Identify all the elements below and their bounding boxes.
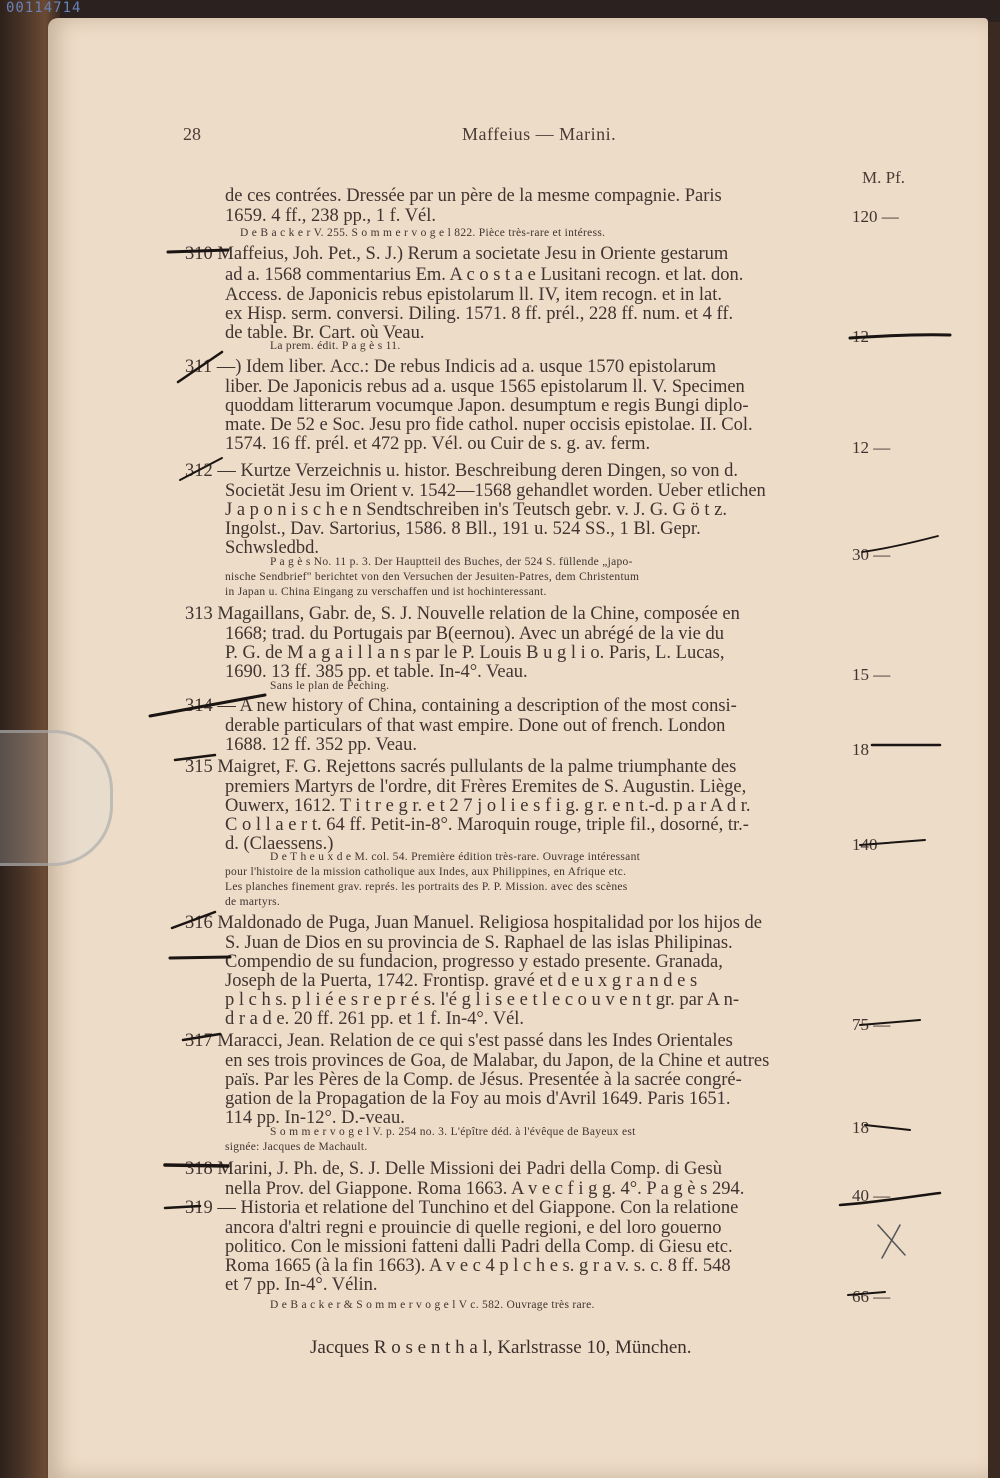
entry-note-line: D e B a c k e r V. 255. S o m m e r v o g e l 822. Pièce très-rare et intéress. (240, 227, 606, 239)
price-mark-312 (862, 536, 938, 552)
entry-text-line: mate. De 52 e Soc. Jesu pro fide cathol. nuper occisis epistolae. II. Col. (225, 415, 753, 435)
entry-text-line: Societät Jesu im Orient v. 1542—1568 gehandlet worden. Ueber etlichen (225, 481, 766, 501)
entry-text-line: Ouwerx, 1612. T i t r e g r. e t 2 7 j o l i e s f i g. g r. e n t.-d. p a r A d r. (225, 796, 751, 816)
entry-note-line: P a g è s No. 11 p. 3. Der Hauptteil des Buches, der 524 S. füllende „japo- (270, 556, 633, 568)
entry-note-line: pour l'histoire de la mission catholique aux Indes, aux Philippines, en Afrique etc. (225, 866, 627, 878)
entry-text-line: 318 Marini, J. Ph. de, S. J. Delle Missioni dei Padri della Comp. di Gesù (185, 1159, 722, 1179)
entry-text-line: Access. de Japonicis rebus epistolarum ll. IV, item recogn. et in lat. (225, 285, 722, 305)
entry-text-line: Ingolst., Dav. Sartorius, 1586. 8 Bll., 191 u. 524 SS., 1 Bl. Gepr. (225, 519, 701, 539)
entry-text-line: 1659. 4 ff., 238 pp., 1 f. Vél. (225, 206, 437, 226)
entry-note-line: D e B a c k e r & S o m m e r v o g e l V c. 582. Ouvrage très rare. (270, 1299, 595, 1311)
entry-text-line: p l c h s. p l i é e s r e p r é s. l'é g l i s e e t l e c o u v e n t gr. par A n- (225, 990, 740, 1010)
entry-note-line: de martyrs. (225, 896, 281, 908)
price-entry: 66 — (852, 1287, 891, 1306)
entry-note-line: S o m m e r v o g e l V. p. 254 no. 3. L'épître déd. à l'évêque de Bayeux est (270, 1126, 636, 1138)
page-number: 28 (183, 124, 201, 144)
price-entry: 75 — (852, 1015, 891, 1034)
entry-text-line: liber. De Japonicis rebus ad a. usque 1565 epistolarum ll. V. Specimen (225, 377, 745, 397)
entry-text-line: 317 Maracci, Jean. Relation de ce qui s'est passé dans les Indes Orientales (185, 1031, 733, 1051)
entry-text-line: quoddam litterarum vocumque Japon. desumptum e regis Bungi diplo- (225, 396, 749, 416)
check-312 (180, 458, 222, 480)
entry-text-line: Schwsledbd. (225, 538, 320, 558)
footer-imprint: Jacques R o s e n t h a l, Karlstrasse 10, München. (310, 1337, 692, 1358)
entry-text-line: 312 — Kurtze Verzeichnis u. histor. Beschreibung deren Dingen, so von d. (185, 461, 739, 481)
entry-text-line: ex Hisp. serm. conversi. Diling. 1571. 8 ff. prél., 228 ff. num. et 4 ff. (225, 304, 734, 324)
price-strike-318 (840, 1193, 940, 1205)
strike-319 (165, 1206, 200, 1208)
price-strike-319 (848, 1292, 885, 1295)
manuscript-id: 00114714 (6, 0, 82, 16)
entry-text-line: politico. Con le missioni fatteni dalli Padri della Comp. di Giesu etc. (225, 1237, 733, 1257)
entry-text-line: en ses trois provinces de Goa, de Malabar, du Japon, de la Chine et autres (225, 1051, 770, 1071)
entry-text-line: 1668; trad. du Portugais par B(eernou). Avec un abrégé de la vie du (225, 624, 725, 644)
price-entry: 12 (852, 327, 869, 346)
entry-text-line: premiers Martyrs de l'ordre, dit Frères Eremites de S. Augustin. Liège, (225, 777, 747, 797)
entry-text-line: et 7 pp. In-4°. Vélin. (225, 1275, 378, 1295)
entry-text-line: 314 — A new history of China, containing a description of the most consi- (185, 696, 737, 716)
entry-text-line: 310 Maffeius, Joh. Pet., S. J.) Rerum a societate Jesu in Oriente gestarum (185, 244, 729, 264)
entry-text-line: C o l l a e r t. 64 ff. Petit-in-8°. Maroquin rouge, triple fil., dosorné, tr.- (225, 815, 749, 835)
entry-text-line: 315 Maigret, F. G. Rejettons sacrés pullulants de la palme triumphante des (185, 757, 737, 777)
entry-text-line: d r a d e. 20 ff. 261 pp. et 1 f. In-4°. Vél. (225, 1009, 525, 1029)
entry-note-line: nische Sendbrief" berichtet von den Versuchen der Jesuiten-Patres, dem Christentum (225, 571, 640, 583)
entry-text-line: 319 — Historia et relatione del Tunchino et del Giappone. Con la relatione (185, 1198, 739, 1218)
strike-310 (168, 250, 228, 252)
price-entry: 15 — (852, 665, 891, 684)
entry-text-line: Joseph de la Puerta, 1742. Frontisp. gravé et d e u x g r a n d e s (225, 971, 698, 991)
strike-316 (170, 957, 230, 958)
entry-text-line: de table. Br. Cart. où Veau. (225, 323, 425, 343)
price-entry: 18 (852, 740, 869, 759)
entry-text-line: 313 Magaillans, Gabr. de, S. J. Nouvelle relation de la Chine, composée en (185, 604, 740, 624)
entry-text-line: Compendio de su fundacion, progresso y estado presente. Granada, (225, 952, 723, 972)
entry-text-line: 316 Maldonado de Puga, Juan Manuel. Religiosa hospitalidad por los hijos de (185, 913, 763, 933)
strike-314 (150, 695, 265, 716)
entry-text-line: gation de la Propagation de la Foy au mois d'Avril 1649. Paris 1651. (225, 1089, 731, 1109)
pencil-x-mark (878, 1225, 905, 1258)
entry-text-line: 311 —) Idem liber. Acc.: De rebus Indicis ad a. usque 1570 epistolarum (185, 357, 717, 377)
entry-note-line: Sans le plan de Peching. (270, 680, 390, 692)
strike-317 (183, 1034, 220, 1040)
entry-text-line: S. Juan de Dios en su provincia de S. Raphael de las islas Philipinas. (225, 933, 733, 953)
entry-text-line: ad a. 1568 commentarius Em. A c o s t a e Lusitani recogn. et lat. don. (225, 265, 744, 285)
check-316 (172, 912, 215, 928)
running-title: Maffeius — Marini. (462, 124, 617, 144)
entry-text-line: de ces contrées. Dressée par un père de la mesme compagnie. Paris (225, 186, 722, 206)
price-entry: 40 — (852, 1186, 891, 1205)
entry-note-line: D e T h e u x d e M. col. 54. Première édition très-rare. Ouvrage intéressant (270, 851, 641, 863)
entry-text-line: 1690. 13 ff. 385 pp. et table. In-4°. Veau. (225, 662, 528, 682)
entry-text-line: 1688. 12 ff. 352 pp. Veau. (225, 735, 418, 755)
entry-text-line: d. (Claessens.) (225, 834, 334, 854)
entry-note-line: Les planches finement grav. représ. les portraits des P. P. Mission. avec des scènes (225, 881, 628, 893)
price-strike-315 (860, 840, 925, 845)
entry-text-line: 1574. 16 ff. prél. et 472 pp. Vél. ou Cuir de s. g. av. ferm. (225, 434, 651, 454)
entry-text-line: païs. Par les Pères de la Comp. de Jésus. Presentée à la sacrée congré- (225, 1070, 742, 1090)
entry-note-line: signée: Jacques de Machault. (225, 1141, 368, 1153)
price-entry: 120 — (852, 207, 899, 226)
entry-text-line: derable particulars of that wast empire. Done out of french. London (225, 716, 726, 736)
entry-text-line: J a p o n i s c h e n Sendtschreiben in's Teutsch gebr. v. J. G. G ö t z. (225, 500, 727, 520)
entry-note-line: La prem. édit. P a g è s 11. (270, 340, 401, 352)
strike-315 (175, 755, 215, 760)
price-entry: 30 — (852, 545, 891, 564)
check-311 (178, 352, 222, 382)
price-strike-316 (860, 1020, 920, 1025)
price-entry: 12 — (852, 438, 891, 457)
price-column-header: M. Pf. (862, 168, 905, 187)
strike-318 (165, 1165, 228, 1166)
entry-text-line: P. G. de M a g a i l l a n s par le P. Louis B u g l i o. Paris, L. Lucas, (225, 643, 725, 663)
entry-text-line: nella Prov. del Giappone. Roma 1663. A v e c f i g g. 4°. P a g è s 294. (225, 1179, 745, 1199)
price-entry: 140 (852, 835, 878, 854)
entry-text-line: Roma 1665 (à la fin 1663). A v e c 4 p l c h e s. g r a v. s. c. 8 ff. 548 (225, 1256, 731, 1276)
price-entry: 18 (852, 1118, 869, 1137)
entry-note-line: in Japan u. China Eingang zu verschaffen und ist hochinteressant. (225, 586, 547, 598)
price-strike-317 (865, 1125, 910, 1130)
price-strike-310 (850, 335, 950, 338)
entry-text-line: ancora d'altri regni e prouincie di quelle regioni, e del loro gouerno (225, 1218, 722, 1238)
paper-clip (0, 730, 113, 866)
entry-text-line: 114 pp. In-12°. D.-veau. (225, 1108, 405, 1128)
